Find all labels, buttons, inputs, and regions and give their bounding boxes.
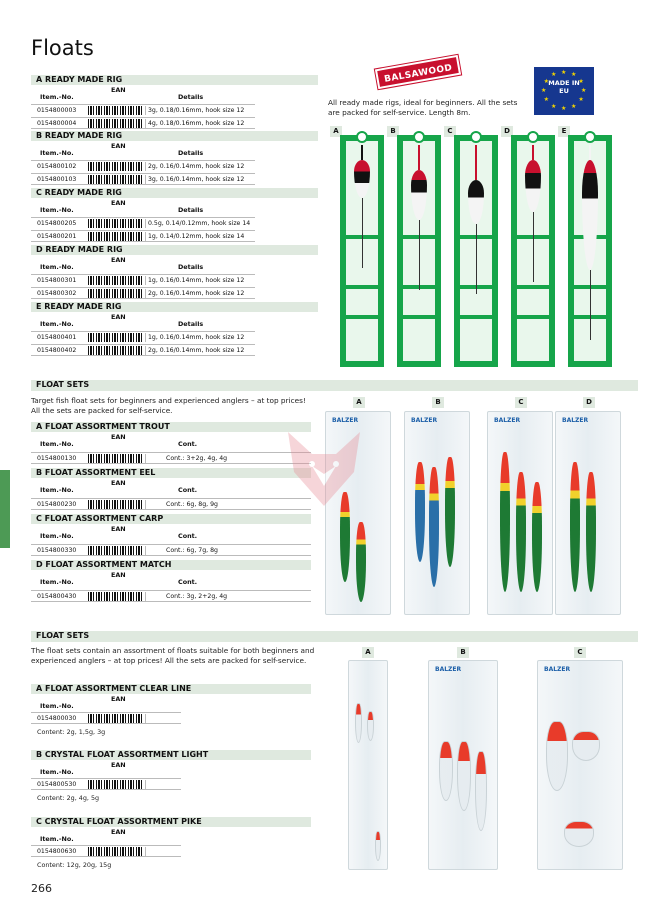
chapter-tab: [0, 470, 10, 548]
barcode-icon: [88, 714, 144, 723]
divider: [145, 500, 146, 509]
col-cont: Cont.: [178, 440, 198, 448]
rig-label-a: A: [330, 126, 342, 137]
item-details: Cont.: 6g, 7g, 8g: [166, 547, 218, 554]
column-headers: [31, 479, 311, 495]
rig-winder-a: [340, 135, 384, 367]
table-row: [31, 274, 255, 286]
table-row: [31, 544, 311, 556]
item-details: Cont.: 3+2g, 4g, 4g: [166, 455, 228, 462]
col-cont: Cont.: [178, 578, 198, 586]
crystal-set-label-a: A: [362, 647, 374, 658]
column-headers: [31, 571, 311, 587]
float-set-header-b: B FLOAT ASSORTMENT EEL: [31, 468, 311, 478]
col-item-no: Item.-No.: [40, 702, 74, 710]
brand-logo: BALZER: [411, 417, 438, 424]
divider: [145, 289, 146, 298]
col-item-no: Item.-No.: [40, 768, 74, 776]
column-headers: [31, 695, 181, 711]
col-item-no: Item.-No.: [40, 93, 74, 101]
col-details: Details: [178, 93, 204, 101]
rig-header-b: B READY MADE RIG: [31, 131, 318, 141]
col-ean: EAN: [111, 199, 126, 207]
float-icon: [415, 462, 425, 562]
winder-notch: [511, 285, 555, 289]
barcode-icon: [88, 219, 144, 228]
item-number: 0154800102: [37, 163, 77, 170]
hanger-hole: [413, 131, 425, 143]
float-icon: [355, 703, 362, 743]
item-number: 0154800130: [37, 455, 77, 462]
item-details: 3g, 0.16/0.14mm, hook size 12: [148, 176, 245, 183]
item-details: 3g, 0.18/0.16mm, hook size 12: [148, 107, 245, 114]
float-pack-c: [487, 411, 553, 615]
col-ean: EAN: [111, 142, 126, 150]
item-details: Cont.: 6g, 8g, 9g: [166, 501, 218, 508]
rig-header-d: D READY MADE RIG: [31, 245, 318, 255]
table-row: [31, 331, 255, 343]
col-item-no: Item.-No.: [40, 149, 74, 157]
hanger-hole: [527, 131, 539, 143]
col-ean: EAN: [111, 313, 126, 321]
item-number: 0154800301: [37, 277, 77, 284]
divider: [145, 546, 146, 555]
item-number: 0154800230: [37, 501, 77, 508]
crystal-pack-c: [537, 660, 623, 870]
star-icon: ★: [571, 71, 577, 79]
hanger-hole: [470, 131, 482, 143]
rig-label-e: E: [558, 126, 570, 137]
item-number: 0154800030: [37, 715, 77, 722]
barcode-icon: [88, 232, 144, 241]
float-icon: [429, 467, 439, 587]
column-headers: [31, 761, 181, 777]
item-details: 2g, 0.16/0.14mm, hook size 12: [148, 290, 245, 297]
col-ean: EAN: [111, 525, 126, 533]
divider: [145, 780, 146, 789]
star-icon: ★: [541, 87, 547, 94]
float-sets-banner-1: FLOAT SETS: [31, 380, 638, 391]
item-number: 0154800330: [37, 547, 77, 554]
item-details: 0.5g, 0.14/0.12mm, hook size 14: [148, 220, 251, 227]
float-antenna: [476, 224, 477, 294]
col-ean: EAN: [111, 433, 126, 441]
float-icon: [375, 831, 381, 861]
float-icon: [457, 741, 471, 811]
column-headers: [31, 256, 318, 272]
item-details: 1g, 0.14/0.12mm, hook size 14: [148, 233, 245, 240]
divider: [145, 592, 146, 601]
table-row: [31, 590, 311, 602]
item-number: 0154800201: [37, 233, 77, 240]
star-icon: ★: [543, 78, 550, 85]
divider: [145, 714, 146, 723]
float-icon: [356, 522, 366, 602]
item-number: 0154800003: [37, 107, 77, 114]
float-set-label-a: A: [353, 397, 365, 408]
divider: [145, 276, 146, 285]
item-number: 0154800402: [37, 347, 77, 354]
rig-winder-d: [511, 135, 555, 367]
column-headers: [31, 142, 318, 158]
float-icon: [532, 482, 542, 592]
column-headers: [31, 828, 181, 844]
barcode-icon: [88, 454, 144, 463]
table-row: [31, 287, 255, 299]
table-row: [31, 173, 255, 185]
float-antenna: [419, 220, 420, 290]
col-item-no: Item.-No.: [40, 206, 74, 214]
divider: [145, 333, 146, 342]
col-item-no: Item.-No.: [40, 532, 74, 540]
float-stem: [418, 145, 420, 170]
float-set-header-a: A FLOAT ASSORTMENT TROUT: [31, 422, 311, 432]
content-line: Content: 2g, 4g, 5g: [37, 794, 100, 802]
float-stem: [475, 145, 477, 180]
brand-logo: BALZER: [544, 666, 571, 673]
rig-header-a: A READY MADE RIG: [31, 75, 318, 85]
rig-winder-c: [454, 135, 498, 367]
rig-winder-b: [397, 135, 441, 367]
item-number: 0154800430: [37, 593, 77, 600]
page-number: 266: [31, 882, 52, 895]
table-row: [31, 117, 255, 129]
crystal-set-label-b: B: [457, 647, 469, 658]
col-item-no: Item.-No.: [40, 320, 74, 328]
float-sets-banner-2: FLOAT SETS: [31, 631, 638, 642]
divider: [145, 219, 146, 228]
divider: [145, 175, 146, 184]
column-headers: [31, 525, 311, 541]
star-icon: ★: [561, 105, 567, 112]
made-in-eu-flag: [534, 67, 594, 115]
item-details: 4g, 0.18/0.16mm, hook size 12: [148, 120, 245, 127]
table-row: [31, 498, 311, 510]
float-icon: [546, 721, 568, 791]
winder-notch: [340, 285, 384, 289]
crystal-set-header-b: B CRYSTAL FLOAT ASSORTMENT LIGHT: [31, 750, 311, 760]
item-number: 0154800401: [37, 334, 77, 341]
float-sets-intro-1: Target fish float sets for beginners and experienced anglers – at top prices! All the sets are packed for self-service.: [31, 396, 306, 415]
table-row: [31, 160, 255, 172]
crystal-set-header-c: C CRYSTAL FLOAT ASSORTMENT PIKE: [31, 817, 311, 827]
float-sets-intro-2: The float sets contain an assortment of floats suitable for both beginners and experienced anglers – at top prices! All the sets are packed for self-service.: [31, 646, 315, 665]
col-ean: EAN: [111, 479, 126, 487]
star-icon: ★: [551, 71, 557, 79]
divider: [145, 232, 146, 241]
content-line: Content: 2g, 1,5g, 3g: [37, 728, 106, 736]
float-antenna: [533, 212, 534, 282]
barcode-icon: [88, 175, 144, 184]
col-cont: Cont.: [178, 486, 198, 494]
col-item-no: Item.-No.: [40, 486, 74, 494]
divider: [145, 162, 146, 171]
float-icon: [586, 472, 596, 592]
divider: [145, 847, 146, 856]
col-item-no: Item.-No.: [40, 440, 74, 448]
star-icon: ★: [578, 78, 584, 85]
divider: [145, 106, 146, 115]
float-icon: [570, 462, 580, 592]
float-set-header-c: C FLOAT ASSORTMENT CARP: [31, 514, 311, 524]
brand-logo: BALZER: [435, 666, 462, 673]
rig-header-c: C READY MADE RIG: [31, 188, 318, 198]
brand-logo: BALZER: [562, 417, 589, 424]
table-row: [31, 712, 181, 724]
col-details: Details: [178, 206, 204, 214]
item-number: 0154800004: [37, 120, 77, 127]
item-number: 0154800630: [37, 848, 77, 855]
col-ean: EAN: [111, 828, 126, 836]
barcode-icon: [88, 592, 144, 601]
crystal-set-label-c: C: [574, 647, 586, 658]
column-headers: [31, 433, 311, 449]
float-pack-d: [555, 411, 621, 615]
col-ean: EAN: [111, 256, 126, 264]
barcode-icon: [88, 289, 144, 298]
crystal-set-header-a: A FLOAT ASSORTMENT CLEAR LINE: [31, 684, 311, 694]
float-stem: [532, 145, 534, 160]
item-number: 0154800302: [37, 290, 77, 297]
brand-logo: BALZER: [332, 417, 359, 424]
float-set-label-c: C: [515, 397, 527, 408]
table-row: [31, 104, 255, 116]
col-details: Details: [178, 320, 204, 328]
float-set-label-b: B: [432, 397, 444, 408]
float-antenna: [590, 270, 591, 340]
divider: [145, 346, 146, 355]
item-details: 2g, 0.16/0.14mm, hook size 12: [148, 347, 245, 354]
col-item-no: Item.-No.: [40, 263, 74, 271]
barcode-icon: [88, 847, 144, 856]
float-antenna: [362, 198, 363, 268]
col-ean: EAN: [111, 761, 126, 769]
float-icon: [475, 751, 487, 831]
float-icon: [516, 472, 526, 592]
column-headers: [31, 86, 318, 102]
page-title: Floats: [31, 36, 94, 60]
col-cont: Cont.: [178, 532, 198, 540]
fox-watermark-icon: [282, 428, 366, 508]
barcode-icon: [88, 333, 144, 342]
float-stem: [361, 145, 363, 160]
col-item-no: Item.-No.: [40, 835, 74, 843]
barcode-icon: [88, 106, 144, 115]
divider: [145, 119, 146, 128]
barcode-icon: [88, 780, 144, 789]
item-number: 0154800103: [37, 176, 77, 183]
col-item-no: Item.-No.: [40, 578, 74, 586]
crystal-pack-a: [348, 660, 388, 870]
barcode-icon: [88, 276, 144, 285]
winder-notch: [397, 315, 441, 319]
crystal-pack-b: [428, 660, 498, 870]
star-icon: ★: [551, 102, 557, 110]
float-icon: [564, 821, 594, 847]
float-set-header-d: D FLOAT ASSORTMENT MATCH: [31, 560, 311, 570]
barcode-icon: [88, 546, 144, 555]
item-details: 1g, 0.16/0.14mm, hook size 12: [148, 277, 245, 284]
col-details: Details: [178, 149, 204, 157]
column-headers: [31, 313, 318, 329]
float-set-label-d: D: [583, 397, 595, 408]
item-details: 2g, 0.16/0.14mm, hook size 12: [148, 163, 245, 170]
barcode-icon: [88, 119, 144, 128]
barcode-icon: [88, 500, 144, 509]
rig-intro: All ready made rigs, ideal for beginners. All the sets are packed for self-service. Length 8m.: [328, 98, 518, 117]
item-details: 1g, 0.16/0.14mm, hook size 12: [148, 334, 245, 341]
rig-winder-e: [568, 135, 612, 367]
float-icon: [445, 457, 455, 567]
col-ean: EAN: [111, 571, 126, 579]
table-row: [31, 217, 255, 229]
table-row: [31, 845, 181, 857]
rig-label-d: D: [501, 126, 513, 137]
balsawood-badge: BALSAWOOD: [375, 55, 461, 89]
table-row: [31, 452, 311, 464]
item-details: Cont.: 3g, 2+2g, 4g: [166, 593, 228, 600]
made-in-eu-text: MADE IN EU: [548, 79, 580, 95]
col-ean: EAN: [111, 86, 126, 94]
star-icon: ★: [578, 96, 584, 103]
star-icon: ★: [581, 87, 587, 94]
winder-notch: [511, 315, 555, 319]
col-details: Details: [178, 263, 204, 271]
float-icon: [439, 741, 453, 801]
rig-label-b: B: [387, 126, 399, 137]
col-ean: EAN: [111, 695, 126, 703]
barcode-icon: [88, 162, 144, 171]
float-icon: [500, 452, 510, 592]
hanger-hole: [584, 131, 596, 143]
winder-notch: [454, 315, 498, 319]
table-row: [31, 230, 255, 242]
winder-notch: [340, 315, 384, 319]
float-icon: [572, 731, 600, 761]
rig-label-c: C: [444, 126, 456, 137]
rig-header-e: E READY MADE RIG: [31, 302, 318, 312]
hanger-hole: [356, 131, 368, 143]
divider: [145, 454, 146, 463]
float-icon: [367, 711, 374, 741]
table-row: [31, 778, 181, 790]
column-headers: [31, 199, 318, 215]
star-icon: ★: [543, 96, 550, 103]
item-number: 0154800205: [37, 220, 77, 227]
item-number: 0154800530: [37, 781, 77, 788]
content-line: Content: 12g, 20g, 15g: [37, 861, 112, 869]
float-stem: [589, 145, 591, 160]
float-pack-b: [404, 411, 470, 615]
table-row: [31, 344, 255, 356]
barcode-icon: [88, 346, 144, 355]
star-icon: ★: [561, 69, 567, 76]
brand-logo: BALZER: [494, 417, 521, 424]
star-icon: ★: [571, 102, 577, 110]
